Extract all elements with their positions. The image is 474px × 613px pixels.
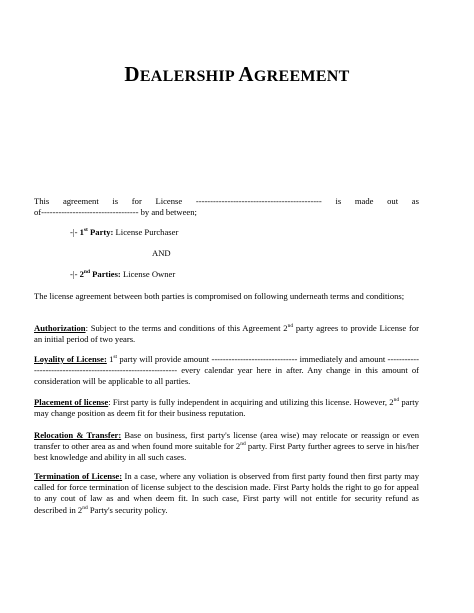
relocation-paragraph xyxy=(34,430,419,464)
authorization-sup: nd xyxy=(287,323,294,330)
title-initial-a: A xyxy=(238,62,254,86)
relocation-text: Base on business, first party's license (area wise) may relocate or reassign or even transfer to other area as and when found more suitable for 2 xyxy=(34,430,419,452)
placement-text-2: party may change position as deem fit for their business reputation. xyxy=(34,397,419,419)
intro-line-2: of---------------------------------- by and between; xyxy=(34,207,197,217)
party-1-line xyxy=(70,227,178,238)
authorization-text: : Subject to the terms and conditions of this Agreement 2 xyxy=(85,323,288,333)
loyalty-sup: st xyxy=(113,354,118,361)
party-1-bullet: -|- xyxy=(70,227,80,237)
party-2-line xyxy=(70,269,175,280)
title-word-dealership: EALERSHIP xyxy=(139,68,239,85)
relocation-text-2: party. First Party further agrees to serve in his/her best knowledge and ability in all such cases. xyxy=(34,441,419,463)
intro-blank: -------------------------------------------- xyxy=(195,196,322,206)
title-initial-d: D xyxy=(124,62,140,86)
party-2-label xyxy=(80,269,121,279)
termination-sup: nd xyxy=(82,504,88,511)
relocation-sup: nd xyxy=(240,441,246,448)
intro-line-1 xyxy=(34,196,419,207)
intro-word: is xyxy=(112,196,119,206)
party-1-label-rest: Party: xyxy=(87,227,114,237)
placement-text: : First party is fully independent in acquiring and utilizing this license. However, 2 xyxy=(108,397,394,407)
placement-sup: nd xyxy=(393,397,400,404)
title-word-agreement: GREEMENT xyxy=(253,68,350,85)
intro-word: This xyxy=(34,196,50,206)
party-2-num: 2 xyxy=(79,269,84,279)
party-1-sup: st xyxy=(83,227,88,234)
relocation-heading: Relocation & Transfer: xyxy=(34,430,122,440)
authorization-paragraph xyxy=(34,323,419,345)
party-1-label xyxy=(80,227,114,237)
intro-word: is xyxy=(335,196,342,206)
loyalty-paragraph xyxy=(34,354,419,388)
party-2-sup: nd xyxy=(83,269,91,276)
document-title xyxy=(0,62,474,87)
termination-paragraph xyxy=(34,471,419,516)
intro-word: as xyxy=(411,196,419,206)
loyalty-text: 1 xyxy=(106,354,114,364)
party-2-label-rest: Parties: xyxy=(90,269,121,279)
party-1-num: 1 xyxy=(79,227,84,237)
loyalty-text-2: party will provide amount ------------------------------ immediately and amount ------------------------------------------------------------- every calendar year here in after. Any change in this amount of consideration will be applicable to all parties. xyxy=(34,354,420,387)
termination-heading: Termination of License: xyxy=(34,471,123,481)
and-text: AND xyxy=(152,248,171,258)
intro-word: out xyxy=(387,196,399,206)
intro-word: made xyxy=(354,196,374,206)
placement-paragraph xyxy=(34,397,419,419)
termination-text: In a case, where any voliation is observed from first party found then first party may called for force termination of license subject to the descision made. First Party holds the right to go for appeal to any cout of law as and when deem fit. In such case, First party will not entitle for security refund as described in 2 xyxy=(34,471,419,515)
party-1-value: License Purchaser xyxy=(113,227,179,237)
termination-text-2: Party's security policy. xyxy=(87,504,168,515)
authorization-text-2: party agrees to provide License for an initial period of two years. xyxy=(34,323,420,345)
intro-word: agreement xyxy=(62,196,99,206)
intro-word: for xyxy=(131,196,142,206)
intro-word: License xyxy=(155,196,183,206)
placement-heading: Placement of license xyxy=(34,397,109,407)
loyalty-heading: Loyality of License: xyxy=(34,354,107,364)
intro-paragraph: The license agreement between both parties is compromised on following underneath terms and conditions; xyxy=(34,291,405,301)
party-2-bullet: -|- xyxy=(70,269,80,279)
authorization-heading: Authorization xyxy=(34,323,86,333)
party-2-value: License Owner xyxy=(120,269,176,279)
